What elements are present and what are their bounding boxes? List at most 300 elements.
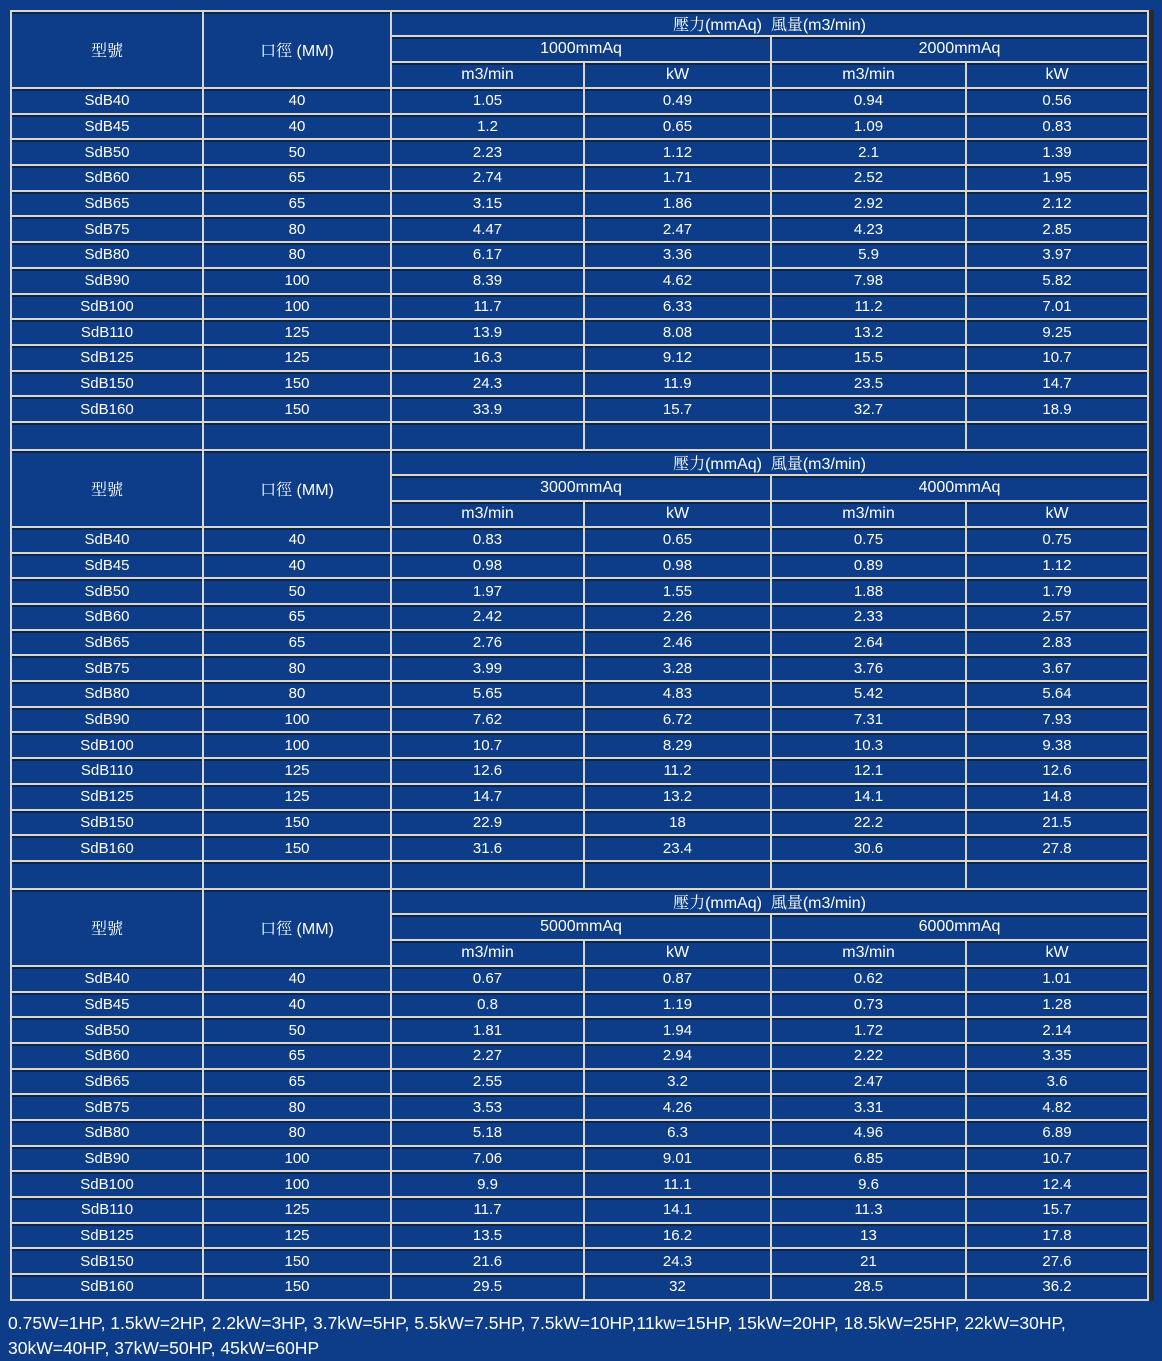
power-value-cell: 3.36	[584, 242, 771, 268]
bore-cell: 150	[203, 396, 391, 422]
data-row	[11, 810, 1148, 836]
model-cell: SdB50	[11, 578, 203, 604]
flow-value-cell: 12.1	[771, 758, 966, 784]
flow-value-cell: 0.94	[771, 88, 966, 114]
spacer-cell	[966, 422, 1148, 450]
power-value-cell: 6.3	[584, 1120, 771, 1146]
model-cell: SdB75	[11, 216, 203, 242]
spacer-cell	[11, 422, 203, 450]
model-cell: SdB40	[11, 527, 203, 553]
flow-value-cell: 2.22	[771, 1043, 966, 1069]
power-value-cell: 9.01	[584, 1146, 771, 1172]
model-cell: SdB125	[11, 1223, 203, 1249]
flow-unit-header: m3/min	[391, 501, 584, 527]
flow-value-cell: 22.9	[391, 810, 584, 836]
model-cell: SdB80	[11, 681, 203, 707]
power-value-cell: 23.4	[584, 835, 771, 861]
flow-value-cell: 30.6	[771, 835, 966, 861]
data-row	[11, 242, 1148, 268]
bore-cell: 100	[203, 732, 391, 758]
section-spacer-row	[11, 861, 1148, 889]
power-unit-header: kW	[966, 940, 1148, 966]
flow-value-cell: 33.9	[391, 396, 584, 422]
power-value-cell: 8.29	[584, 732, 771, 758]
model-cell: SdB60	[11, 1043, 203, 1069]
bore-column-header: 口徑 (MM)	[203, 11, 391, 88]
flow-value-cell: 4.23	[771, 216, 966, 242]
power-value-cell: 6.33	[584, 294, 771, 320]
power-value-cell: 9.25	[966, 319, 1148, 345]
spacer-cell	[203, 861, 391, 889]
spec-table-body	[11, 11, 1148, 1300]
power-value-cell: 32	[584, 1274, 771, 1300]
data-row	[11, 345, 1148, 371]
bore-cell: 125	[203, 784, 391, 810]
flow-value-cell: 21	[771, 1248, 966, 1274]
spacer-cell	[584, 422, 771, 450]
power-value-cell: 14.1	[584, 1197, 771, 1223]
flow-value-cell: 4.96	[771, 1120, 966, 1146]
power-value-cell: 0.65	[584, 114, 771, 140]
spacer-cell	[584, 861, 771, 889]
model-cell: SdB45	[11, 553, 203, 579]
power-value-cell: 1.71	[584, 165, 771, 191]
model-cell: SdB125	[11, 784, 203, 810]
model-cell: SdB150	[11, 810, 203, 836]
header-row-title	[11, 889, 1148, 914]
flow-value-cell: 13.5	[391, 1223, 584, 1249]
bore-cell: 150	[203, 1274, 391, 1300]
power-value-cell: 5.82	[966, 268, 1148, 294]
bore-cell: 125	[203, 758, 391, 784]
spacer-cell	[203, 422, 391, 450]
bore-cell: 80	[203, 655, 391, 681]
bore-cell: 40	[203, 553, 391, 579]
data-row	[11, 396, 1148, 422]
model-cell: SdB110	[11, 319, 203, 345]
flow-value-cell: 7.06	[391, 1146, 584, 1172]
pressure-class-header: 3000mmAq	[391, 475, 771, 501]
flow-value-cell: 28.5	[771, 1274, 966, 1300]
flow-value-cell: 1.88	[771, 578, 966, 604]
bore-cell: 65	[203, 630, 391, 656]
power-value-cell: 4.82	[966, 1094, 1148, 1120]
pressure-class-header: 5000mmAq	[391, 914, 771, 940]
flow-value-cell: 1.09	[771, 114, 966, 140]
flow-unit-header: m3/min	[391, 940, 584, 966]
power-value-cell: 2.83	[966, 630, 1148, 656]
bore-cell: 150	[203, 810, 391, 836]
bore-column-header: 口徑 (MM)	[203, 450, 391, 527]
flow-value-cell: 13.2	[771, 319, 966, 345]
power-value-cell: 2.85	[966, 216, 1148, 242]
flow-value-cell: 6.85	[771, 1146, 966, 1172]
power-value-cell: 3.28	[584, 655, 771, 681]
flow-value-cell: 0.83	[391, 527, 584, 553]
flow-value-cell: 10.3	[771, 732, 966, 758]
model-cell: SdB110	[11, 758, 203, 784]
flow-value-cell: 5.18	[391, 1120, 584, 1146]
bore-cell: 65	[203, 604, 391, 630]
model-cell: SdB90	[11, 707, 203, 733]
flow-value-cell: 0.8	[391, 992, 584, 1018]
data-row	[11, 758, 1148, 784]
power-value-cell: 10.7	[966, 345, 1148, 371]
flow-value-cell: 7.31	[771, 707, 966, 733]
flow-value-cell: 2.47	[771, 1069, 966, 1095]
flow-value-cell: 3.15	[391, 191, 584, 217]
flow-value-cell: 9.9	[391, 1171, 584, 1197]
data-row	[11, 1197, 1148, 1223]
bore-cell: 80	[203, 681, 391, 707]
power-value-cell: 12.4	[966, 1171, 1148, 1197]
flow-value-cell: 10.7	[391, 732, 584, 758]
bore-cell: 100	[203, 1146, 391, 1172]
data-row	[11, 1120, 1148, 1146]
flow-value-cell: 5.42	[771, 681, 966, 707]
flow-value-cell: 2.52	[771, 165, 966, 191]
flow-value-cell: 2.55	[391, 1069, 584, 1095]
bore-cell: 65	[203, 1069, 391, 1095]
flow-value-cell: 2.42	[391, 604, 584, 630]
model-cell: SdB40	[11, 966, 203, 992]
model-cell: SdB45	[11, 992, 203, 1018]
power-value-cell: 3.35	[966, 1043, 1148, 1069]
spacer-cell	[391, 861, 584, 889]
model-cell: SdB150	[11, 1248, 203, 1274]
power-value-cell: 2.47	[584, 216, 771, 242]
flow-value-cell: 3.76	[771, 655, 966, 681]
data-row	[11, 1223, 1148, 1249]
model-cell: SdB40	[11, 88, 203, 114]
data-row	[11, 216, 1148, 242]
data-row	[11, 604, 1148, 630]
power-unit-header: kW	[966, 501, 1148, 527]
power-value-cell: 0.98	[584, 553, 771, 579]
power-value-cell: 9.12	[584, 345, 771, 371]
flow-value-cell: 5.9	[771, 242, 966, 268]
spacer-cell	[966, 861, 1148, 889]
pressure-class-header: 2000mmAq	[771, 36, 1148, 62]
data-row	[11, 966, 1148, 992]
header-row-title	[11, 11, 1148, 36]
spacer-cell	[771, 422, 966, 450]
model-cell: SdB60	[11, 604, 203, 630]
data-row	[11, 992, 1148, 1018]
bore-cell: 125	[203, 319, 391, 345]
model-cell: SdB100	[11, 294, 203, 320]
flow-value-cell: 7.62	[391, 707, 584, 733]
data-row	[11, 1146, 1148, 1172]
flow-value-cell: 13.9	[391, 319, 584, 345]
flow-value-cell: 9.6	[771, 1171, 966, 1197]
flow-unit-header: m3/min	[771, 62, 966, 88]
bore-cell: 80	[203, 216, 391, 242]
power-value-cell: 1.95	[966, 165, 1148, 191]
bore-cell: 80	[203, 1120, 391, 1146]
flow-value-cell: 23.5	[771, 371, 966, 397]
flow-value-cell: 14.7	[391, 784, 584, 810]
power-value-cell: 11.9	[584, 371, 771, 397]
model-cell: SdB110	[11, 1197, 203, 1223]
flow-value-cell: 0.89	[771, 553, 966, 579]
bore-cell: 40	[203, 527, 391, 553]
power-value-cell: 1.28	[966, 992, 1148, 1018]
flow-value-cell: 24.3	[391, 371, 584, 397]
model-cell: SdB125	[11, 345, 203, 371]
model-cell: SdB60	[11, 165, 203, 191]
data-row	[11, 88, 1148, 114]
bore-cell: 50	[203, 1017, 391, 1043]
bore-cell: 50	[203, 578, 391, 604]
power-value-cell: 2.57	[966, 604, 1148, 630]
bore-cell: 65	[203, 165, 391, 191]
flow-value-cell: 13	[771, 1223, 966, 1249]
data-row	[11, 1274, 1148, 1300]
power-value-cell: 4.26	[584, 1094, 771, 1120]
power-value-cell: 0.87	[584, 966, 771, 992]
bore-cell: 100	[203, 268, 391, 294]
power-value-cell: 11.1	[584, 1171, 771, 1197]
data-row	[11, 1043, 1148, 1069]
data-row	[11, 681, 1148, 707]
bore-cell: 125	[203, 1197, 391, 1223]
power-value-cell: 36.2	[966, 1274, 1148, 1300]
bore-cell: 65	[203, 191, 391, 217]
bore-cell: 65	[203, 1043, 391, 1069]
power-value-cell: 3.2	[584, 1069, 771, 1095]
data-row	[11, 835, 1148, 861]
flow-value-cell: 2.1	[771, 139, 966, 165]
model-cell: SdB100	[11, 732, 203, 758]
flow-value-cell: 1.81	[391, 1017, 584, 1043]
flow-value-cell: 0.98	[391, 553, 584, 579]
data-row	[11, 784, 1148, 810]
flow-value-cell: 1.05	[391, 88, 584, 114]
flow-value-cell: 2.64	[771, 630, 966, 656]
data-row	[11, 114, 1148, 140]
spacer-cell	[771, 861, 966, 889]
model-cell: SdB50	[11, 139, 203, 165]
power-value-cell: 1.55	[584, 578, 771, 604]
power-value-cell: 18	[584, 810, 771, 836]
power-value-cell: 2.46	[584, 630, 771, 656]
flow-value-cell: 11.3	[771, 1197, 966, 1223]
model-cell: SdB150	[11, 371, 203, 397]
spec-table	[10, 10, 1149, 1301]
flow-value-cell: 2.23	[391, 139, 584, 165]
power-value-cell: 0.83	[966, 114, 1148, 140]
power-value-cell: 5.64	[966, 681, 1148, 707]
power-value-cell: 18.9	[966, 396, 1148, 422]
power-value-cell: 0.49	[584, 88, 771, 114]
power-value-cell: 0.75	[966, 527, 1148, 553]
model-cell: SdB90	[11, 268, 203, 294]
bore-cell: 50	[203, 139, 391, 165]
model-column-header: 型號	[11, 889, 203, 966]
flow-value-cell: 11.7	[391, 1197, 584, 1223]
model-cell: SdB65	[11, 1069, 203, 1095]
data-row	[11, 371, 1148, 397]
power-value-cell: 14.8	[966, 784, 1148, 810]
flow-value-cell: 22.2	[771, 810, 966, 836]
power-value-cell: 14.7	[966, 371, 1148, 397]
flow-value-cell: 3.53	[391, 1094, 584, 1120]
power-unit-header: kW	[584, 501, 771, 527]
flow-value-cell: 7.98	[771, 268, 966, 294]
model-cell: SdB65	[11, 191, 203, 217]
power-unit-header: kW	[584, 62, 771, 88]
model-cell: SdB75	[11, 1094, 203, 1120]
bore-cell: 125	[203, 345, 391, 371]
flow-value-cell: 14.1	[771, 784, 966, 810]
section-spacer-row	[11, 422, 1148, 450]
flow-value-cell: 29.5	[391, 1274, 584, 1300]
power-value-cell: 4.62	[584, 268, 771, 294]
model-cell: SdB75	[11, 655, 203, 681]
data-row	[11, 165, 1148, 191]
pressure-class-header: 6000mmAq	[771, 914, 1148, 940]
data-row	[11, 1069, 1148, 1095]
pressure-flow-title: 壓力(mmAq) 風量(m3/min)	[391, 450, 1148, 475]
flow-value-cell: 0.73	[771, 992, 966, 1018]
power-value-cell: 2.26	[584, 604, 771, 630]
power-value-cell: 7.01	[966, 294, 1148, 320]
flow-value-cell: 0.67	[391, 966, 584, 992]
flow-value-cell: 0.75	[771, 527, 966, 553]
power-value-cell: 24.3	[584, 1248, 771, 1274]
flow-value-cell: 2.33	[771, 604, 966, 630]
pressure-flow-title: 壓力(mmAq) 風量(m3/min)	[391, 889, 1148, 914]
power-value-cell: 15.7	[584, 396, 771, 422]
flow-value-cell: 6.17	[391, 242, 584, 268]
bore-cell: 100	[203, 294, 391, 320]
flow-value-cell: 32.7	[771, 396, 966, 422]
flow-unit-header: m3/min	[391, 62, 584, 88]
power-value-cell: 1.86	[584, 191, 771, 217]
model-cell: SdB160	[11, 835, 203, 861]
bore-cell: 150	[203, 1248, 391, 1274]
model-column-header: 型號	[11, 11, 203, 88]
flow-value-cell: 12.6	[391, 758, 584, 784]
pressure-class-header: 4000mmAq	[771, 475, 1148, 501]
data-row	[11, 1248, 1148, 1274]
power-value-cell: 6.89	[966, 1120, 1148, 1146]
power-value-cell: 4.83	[584, 681, 771, 707]
power-value-cell: 3.97	[966, 242, 1148, 268]
spacer-cell	[391, 422, 584, 450]
model-column-header: 型號	[11, 450, 203, 527]
data-row	[11, 527, 1148, 553]
power-value-cell: 15.7	[966, 1197, 1148, 1223]
flow-value-cell: 2.76	[391, 630, 584, 656]
power-value-cell: 3.6	[966, 1069, 1148, 1095]
power-value-cell: 17.8	[966, 1223, 1148, 1249]
model-cell: SdB160	[11, 1274, 203, 1300]
power-value-cell: 6.72	[584, 707, 771, 733]
flow-value-cell: 8.39	[391, 268, 584, 294]
power-value-cell: 1.39	[966, 139, 1148, 165]
power-value-cell: 27.8	[966, 835, 1148, 861]
power-value-cell: 27.6	[966, 1248, 1148, 1274]
flow-value-cell: 0.62	[771, 966, 966, 992]
flow-value-cell: 3.99	[391, 655, 584, 681]
data-row	[11, 139, 1148, 165]
bore-cell: 100	[203, 707, 391, 733]
flow-value-cell: 11.2	[771, 294, 966, 320]
flow-value-cell: 11.7	[391, 294, 584, 320]
power-value-cell: 13.2	[584, 784, 771, 810]
power-value-cell: 1.01	[966, 966, 1148, 992]
data-row	[11, 630, 1148, 656]
power-value-cell: 2.14	[966, 1017, 1148, 1043]
pressure-flow-title: 壓力(mmAq) 風量(m3/min)	[391, 11, 1148, 36]
data-row	[11, 578, 1148, 604]
power-value-cell: 1.12	[966, 553, 1148, 579]
blower-spec-table-wrap	[10, 10, 1154, 1301]
power-value-cell: 2.94	[584, 1043, 771, 1069]
bore-cell: 80	[203, 1094, 391, 1120]
model-cell: SdB100	[11, 1171, 203, 1197]
power-value-cell: 0.65	[584, 527, 771, 553]
flow-value-cell: 1.97	[391, 578, 584, 604]
flow-value-cell: 1.72	[771, 1017, 966, 1043]
power-value-cell: 9.38	[966, 732, 1148, 758]
bore-cell: 40	[203, 966, 391, 992]
bore-cell: 40	[203, 992, 391, 1018]
power-value-cell: 2.12	[966, 191, 1148, 217]
data-row	[11, 707, 1148, 733]
flow-value-cell: 16.3	[391, 345, 584, 371]
bore-column-header: 口徑 (MM)	[203, 889, 391, 966]
power-value-cell: 1.94	[584, 1017, 771, 1043]
power-value-cell: 21.5	[966, 810, 1148, 836]
flow-value-cell: 15.5	[771, 345, 966, 371]
power-unit-header: kW	[584, 940, 771, 966]
model-cell: SdB90	[11, 1146, 203, 1172]
pressure-class-header: 1000mmAq	[391, 36, 771, 62]
model-cell: SdB160	[11, 396, 203, 422]
data-row	[11, 191, 1148, 217]
flow-value-cell: 21.6	[391, 1248, 584, 1274]
flow-value-cell: 31.6	[391, 835, 584, 861]
bore-cell: 125	[203, 1223, 391, 1249]
power-value-cell: 10.7	[966, 1146, 1148, 1172]
power-value-cell: 0.56	[966, 88, 1148, 114]
data-row	[11, 553, 1148, 579]
power-value-cell: 12.6	[966, 758, 1148, 784]
flow-value-cell: 4.47	[391, 216, 584, 242]
data-row	[11, 294, 1148, 320]
flow-value-cell: 2.92	[771, 191, 966, 217]
data-row	[11, 732, 1148, 758]
power-unit-header: kW	[966, 62, 1148, 88]
bore-cell: 40	[203, 114, 391, 140]
power-value-cell: 1.79	[966, 578, 1148, 604]
data-row	[11, 1017, 1148, 1043]
power-value-cell: 16.2	[584, 1223, 771, 1249]
bore-cell: 150	[203, 835, 391, 861]
bore-cell: 40	[203, 88, 391, 114]
flow-value-cell: 3.31	[771, 1094, 966, 1120]
flow-value-cell: 5.65	[391, 681, 584, 707]
data-row	[11, 1171, 1148, 1197]
power-value-cell: 7.93	[966, 707, 1148, 733]
power-value-cell: 3.67	[966, 655, 1148, 681]
power-value-cell: 1.19	[584, 992, 771, 1018]
power-value-cell: 11.2	[584, 758, 771, 784]
bore-cell: 80	[203, 242, 391, 268]
